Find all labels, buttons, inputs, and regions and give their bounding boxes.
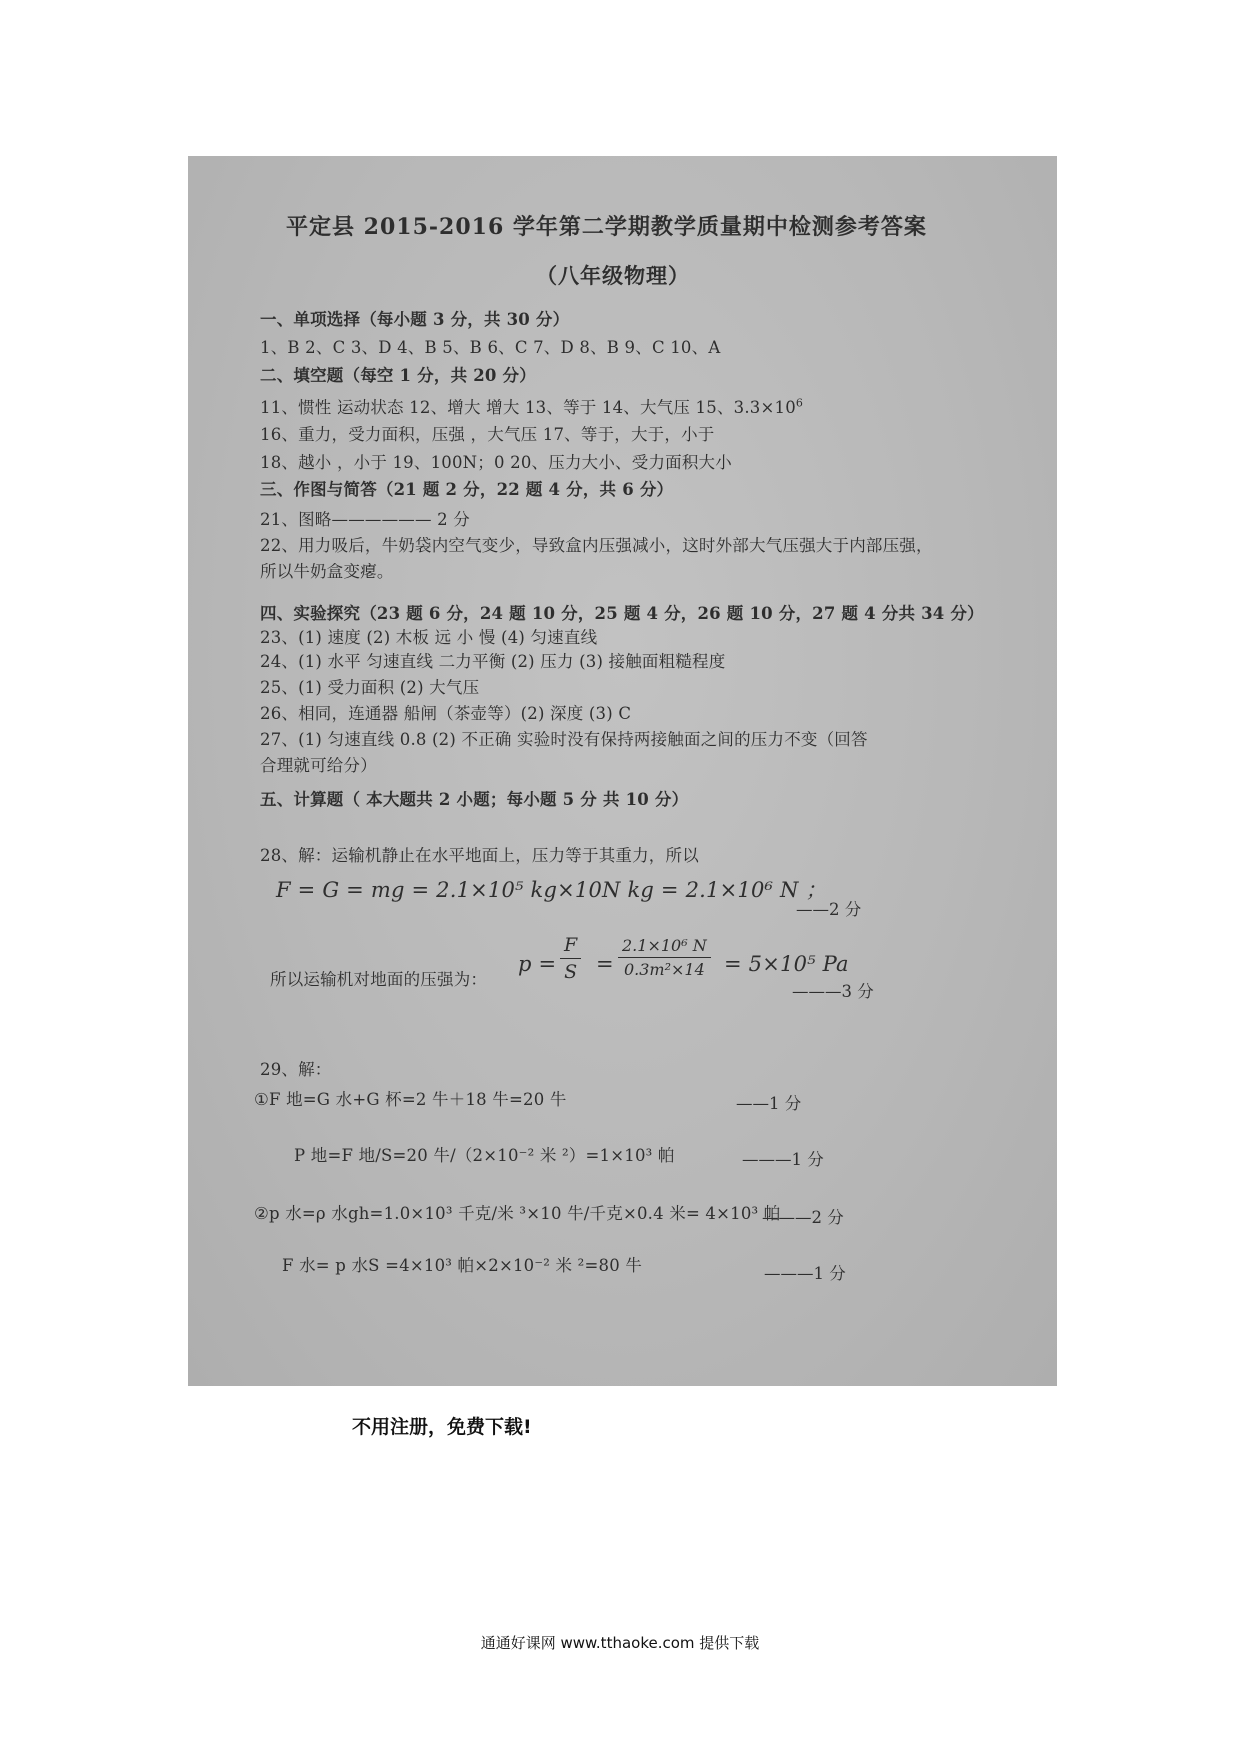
q28-p-symbol: p = [518, 952, 557, 976]
q28-score-2: ———3 分 [792, 982, 874, 1001]
q29-head: 29、解： [260, 1060, 332, 1079]
q28-result: = 5×10⁵ Pa [724, 952, 849, 976]
section-3-line-1: 21、图略—————— 2 分 [260, 510, 470, 529]
q28-score-1: ——2 分 [796, 900, 862, 919]
q29-score-1: ——1 分 [736, 1094, 802, 1113]
section-5-heading: 五、计算题（ 本大题共 2 小题；每小题 5 分 共 10 分） [260, 790, 689, 809]
section-2-line-1 [260, 394, 803, 418]
section-3-line-3: 所以牛奶盒变瘪。 [260, 562, 394, 581]
q28-fraction-f-over-s [560, 934, 581, 983]
section-2-line-1-exponent: 6 [795, 396, 804, 410]
q29-score-2: ———1 分 [742, 1150, 824, 1169]
q29-score-4: ———1 分 [764, 1264, 846, 1283]
q29-score-3: ———2 分 [762, 1208, 844, 1227]
section-3-line-2: 22、用力吸后，牛奶袋内空气变少，导致盒内压强减小，这时外部大气压强大于内部压强， [260, 536, 933, 555]
q29-line-3: ②p 水=ρ 水gh=1.0×10³ 千克/米 ³×10 牛/千克×0.4 米= 4×10³ 帕 [254, 1204, 781, 1223]
section-3-heading: 三、作图与简答（21 题 2 分，22 题 4 分，共 6 分） [260, 480, 674, 499]
section-4-line-6: 合理就可给分） [260, 756, 377, 775]
q28-frac2-den: 0.3m²×14 [623, 960, 705, 979]
page-footer: 通通好课网 www.tthaoke.com 提供下载 [480, 1634, 760, 1652]
q28-frac1-den: S [564, 961, 578, 983]
section-2-heading: 二、填空题（每空 1 分，共 20 分） [260, 366, 536, 385]
section-4-line-5: 27、(1) 匀速直线 0.8 (2) 不正确 实验时没有保持两接触面之间的压力不变（回答 [260, 730, 868, 749]
doc-subtitle: （八年级物理） [536, 263, 690, 288]
section-1-answers: 1、B 2、C 3、D 4、B 5、B 6、C 7、D 8、B 9、C 10、A [260, 338, 721, 357]
q28-equals: = [596, 952, 614, 976]
section-2-line-2: 16、重力，受力面积，压强 ，大气压 17、等于，大于，小于 [260, 425, 715, 444]
scanned-answer-sheet-photo [188, 156, 1057, 1386]
section-1-heading: 一、单项选择（每小题 3 分，共 30 分） [260, 310, 570, 329]
free-download-note: 不用注册，免费下载! [352, 1416, 532, 1438]
section-2-line-3: 18、越小 ，小于 19、100N；0 20、压力大小、受力面积大小 [260, 453, 732, 472]
q28-fraction-value [618, 936, 711, 979]
section-4-line-1: 23、(1) 速度 (2) 木板 远 小 慢 (4) 匀速直线 [260, 628, 598, 647]
section-4-line-3: 25、(1) 受力面积 (2) 大气压 [260, 678, 480, 697]
q28-line-1: 28、解：运输机静止在水平地面上，压力等于其重力，所以 [260, 846, 699, 865]
q28-frac2-num: 2.1×10⁶ N [618, 936, 711, 958]
q28-prefix-2: 所以运输机对地面的压强为： [270, 970, 488, 989]
section-4-line-2: 24、(1) 水平 匀速直线 二力平衡 (2) 压力 (3) 接触面粗糙程度 [260, 652, 726, 671]
q28-frac1-num: F [560, 934, 581, 959]
q29-line-4: F 水= p 水S =4×10³ 帕×2×10⁻² 米 ²=80 牛 [282, 1256, 643, 1275]
section-4-heading: 四、实验探究（23 题 6 分，24 题 10 分，25 题 4 分，26 题 10 分，27 题 4 分共 34 分） [260, 604, 984, 623]
q29-line-2: P 地=F 地/S=20 牛/（2×10⁻² 米 ²）=1×10³ 帕 [294, 1146, 675, 1165]
q28-formula-1: F = G = mg = 2.1×10⁵ kg×10N kg = 2.1×10⁶ N ； [276, 878, 827, 902]
section-4-line-4: 26、相同，连通器 船闸（茶壶等）(2) 深度 (3) C [260, 704, 632, 723]
doc-title: 平定县 2015-2016 学年第二学期教学质量期中检测参考答案 [286, 214, 927, 240]
section-2-line-1-text: 11、惯性 运动状态 12、增大 增大 13、等于 14、大气压 15、3.3×10 [260, 398, 796, 417]
q29-line-1: ①F 地=G 水+G 杯=2 牛＋18 牛=20 牛 [254, 1090, 567, 1109]
